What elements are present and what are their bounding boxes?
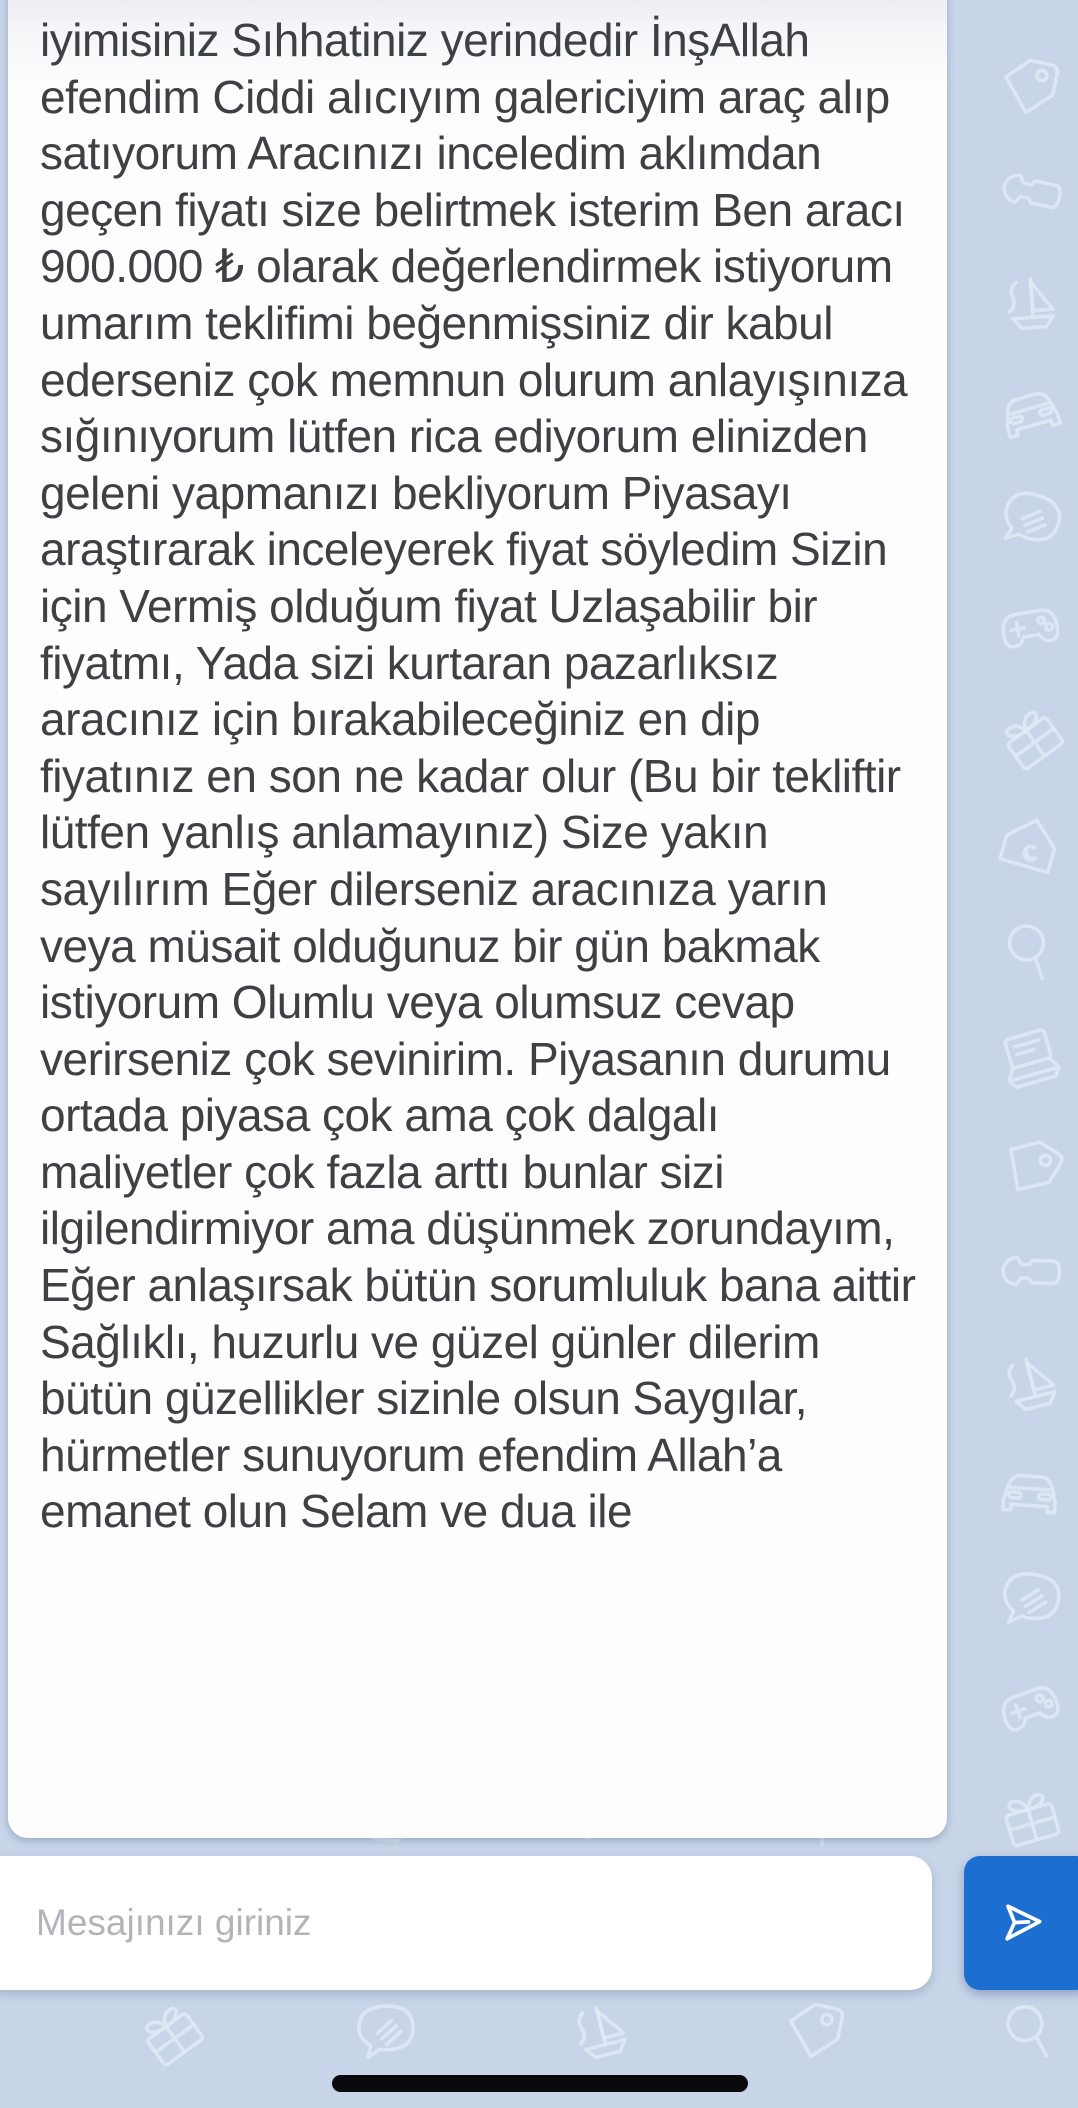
tag-icon <box>980 1118 1078 1217</box>
wrench-icon <box>987 153 1072 238</box>
laptop-icon <box>985 1015 1074 1104</box>
message-text: iyimisiniz Sıhhatiniz yerindedir İnşAllah efendim Ciddi alıcıyım galericiyim araç alıp satıyorum Aracınızı inceledim aklımdan geçen fiyatı size belirtmek isterim Ben aracı 900.000 ₺ olarak değerlendirmek istiyorum umarım teklifimi beğenmişsiniz dir kabul ederseniz çok memnun olurum anlayışınıza sığınıyorum lütfen rica ediyorum elinizden geleni yapmanızı bekliyorum Piyasayı araştırarak inceleyerek fiyat söyledim Sizin için Vermiş olduğum fiyat Uzlaşabilir bir fiyatmı, Yada sizi kurtaran pazarlıksız aracınız için bırakabileceğiniz en dip fiyatınız en son ne kadar olur (Bu bir tekliftir lütfen yanlış anlamayınız) Size yakın sayılırım Eğer dilerseniz aracınıza yarın veya müsait olduğunuz bir gün bakmak istiyorum Olumlu veya olumsuz cevap verirseniz çok sevinirim. Piyasanın durumu ortada piyasa çok ama çok dalgalı maliyetler çok fazla arttı bunlar sizi ilgilendirmiyor ama düşünmek zorundayım, Eğer anlaşırsak bütün sorumluluk bana aittir Sağlıklı, huzurlu ve güzel günler dilerim bütün güzellikler sizinle olsun Saygılar, hürmetler sunuyorum efendim Allah’a emanet olun Selam ve dua ile <box>40 14 916 1538</box>
tag-icon <box>772 1989 857 2074</box>
tag-icon <box>987 45 1072 130</box>
sailboat-icon <box>556 1988 643 2075</box>
wrench-icon <box>993 1239 1067 1313</box>
magnifier-icon <box>992 1994 1069 2071</box>
magnifier-icon <box>986 908 1073 995</box>
gift-icon <box>980 686 1078 787</box>
chat-bubble-icon <box>989 1559 1070 1640</box>
home-indicator[interactable] <box>332 2075 748 2092</box>
gift-icon <box>985 1771 1074 1860</box>
send-button[interactable] <box>964 1856 1078 1990</box>
sailboat-icon <box>986 1340 1073 1427</box>
sailboat-icon <box>992 266 1069 343</box>
car-icon <box>985 367 1074 456</box>
chat-bubble-icon <box>985 475 1076 566</box>
house-icon <box>985 799 1074 888</box>
car-icon <box>992 1454 1069 1531</box>
send-paper-plane-icon <box>996 1897 1048 1949</box>
message-input[interactable] <box>0 1856 932 1990</box>
chat-bubble-icon <box>348 1995 422 2069</box>
game-controller-icon <box>988 586 1071 669</box>
gift-icon <box>120 1982 221 2083</box>
game-controller-icon <box>984 1662 1076 1754</box>
message-bubble <box>8 0 947 1838</box>
